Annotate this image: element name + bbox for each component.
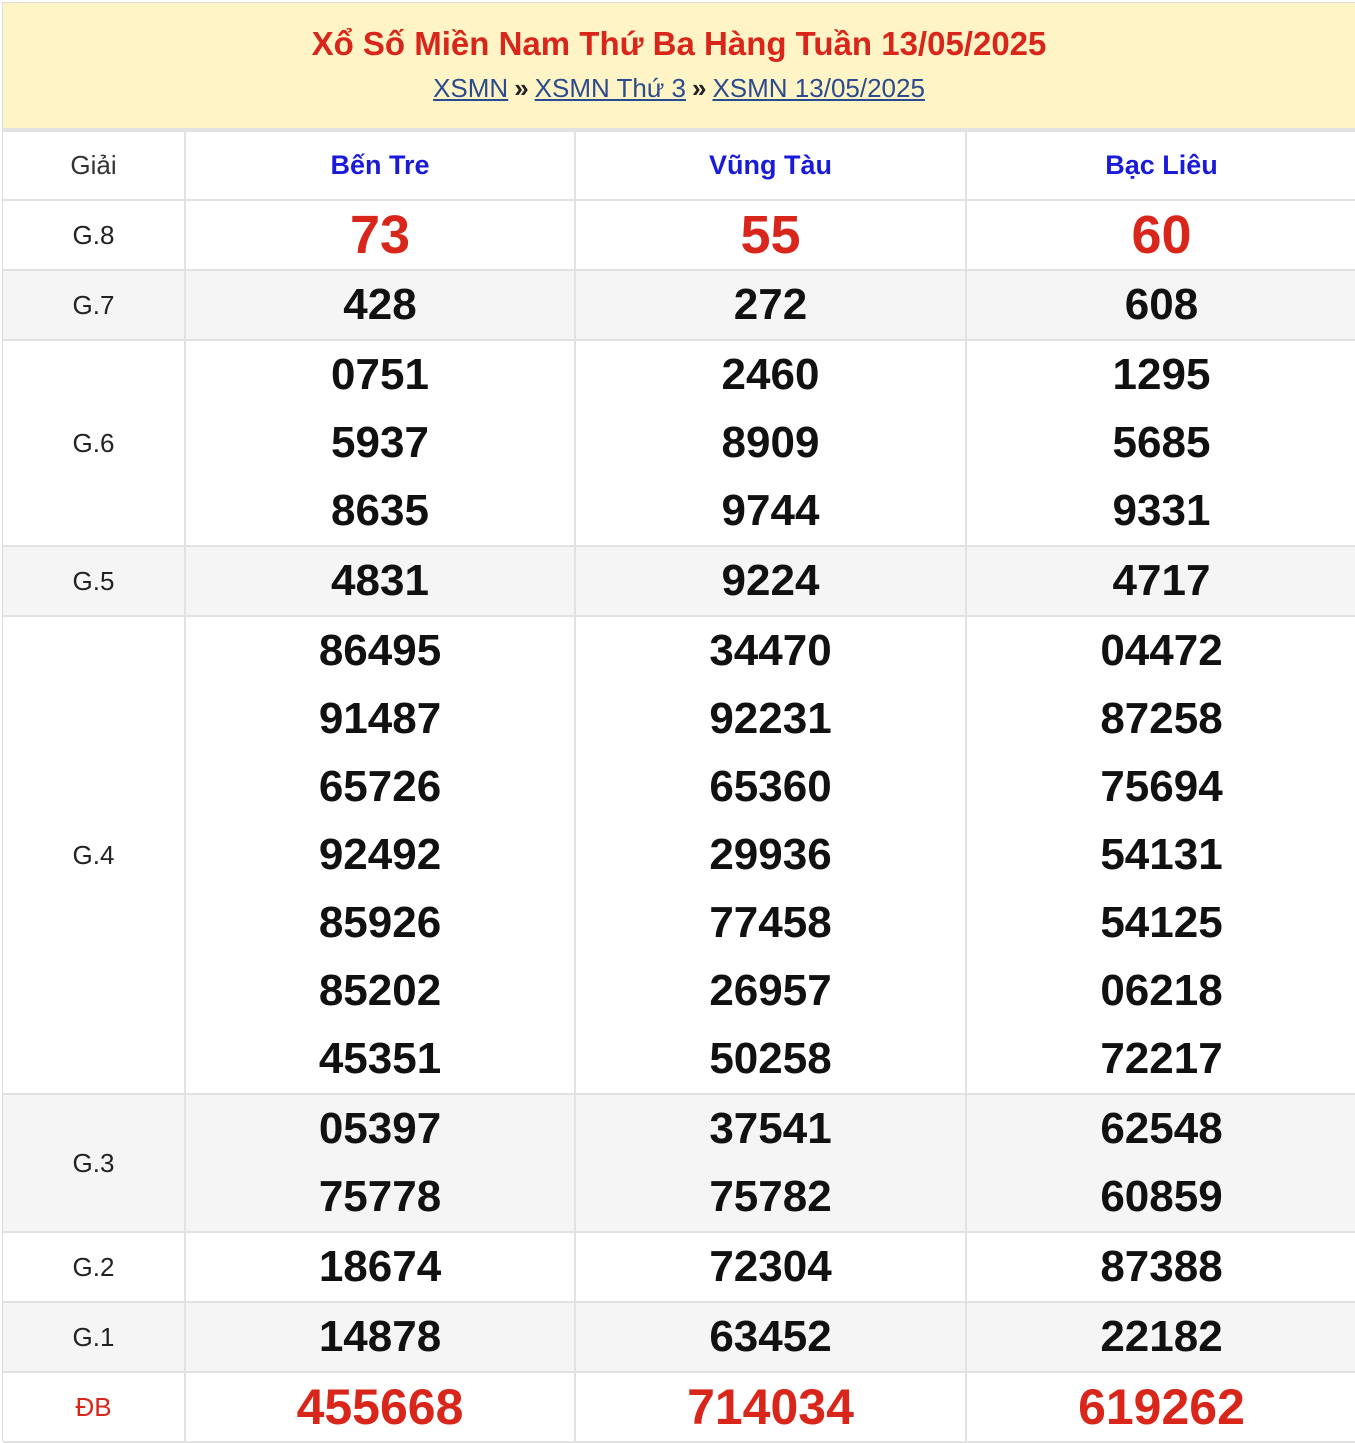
prize-row — [3, 1372, 1355, 1442]
winning-number: 608 — [1124, 280, 1199, 329]
winning-number: 8909 — [721, 418, 820, 467]
result-cell — [575, 616, 966, 1094]
winning-number: 37541 — [709, 1104, 832, 1153]
prize-row — [3, 270, 1355, 340]
prize-row — [3, 616, 1355, 1094]
winning-number: 9744 — [721, 486, 820, 535]
result-cell — [575, 270, 966, 340]
winning-number: 54131 — [1100, 830, 1223, 879]
lottery-results-panel — [2, 2, 1355, 1441]
result-cell — [966, 616, 1355, 1094]
winning-number: 87258 — [1100, 694, 1223, 743]
winning-number: 05397 — [318, 1104, 442, 1153]
result-cell — [966, 200, 1355, 270]
winning-number: 34470 — [709, 626, 832, 675]
result-cell — [966, 546, 1355, 616]
prize-row — [3, 200, 1355, 270]
winning-number: 455668 — [296, 1379, 464, 1435]
prize-label: G.3 — [3, 1094, 185, 1232]
winning-number: 18674 — [318, 1242, 442, 1291]
prize-row — [3, 340, 1355, 546]
winning-number: 63452 — [709, 1312, 832, 1361]
results-table — [3, 130, 1355, 1443]
results-header — [3, 3, 1355, 130]
winning-number: 73 — [349, 205, 411, 265]
winning-number: 86495 — [318, 626, 442, 675]
prize-label: ĐB — [3, 1372, 185, 1442]
winning-number: 714034 — [687, 1379, 854, 1435]
winning-number: 75778 — [318, 1172, 442, 1221]
result-cell — [185, 1232, 575, 1302]
result-cell — [966, 1094, 1355, 1232]
winning-number: 72304 — [709, 1242, 832, 1291]
winning-number: 60 — [1131, 205, 1192, 265]
winning-number: 65360 — [709, 762, 832, 811]
winning-number: 65726 — [318, 762, 442, 811]
winning-number: 4717 — [1112, 556, 1211, 605]
prize-row — [3, 546, 1355, 616]
prize-row — [3, 1302, 1355, 1372]
winning-number: 45351 — [318, 1034, 442, 1083]
winning-number: 428 — [343, 280, 417, 329]
page-title: Xổ Số Miền Nam Thứ Ba Hàng Tuần 13/05/2025 — [311, 25, 1047, 62]
prize-label: G.8 — [3, 200, 185, 270]
prize-label: G.2 — [3, 1232, 185, 1302]
prize-label: G.6 — [3, 340, 185, 546]
winning-number: 8635 — [331, 486, 429, 535]
breadcrumb-link-xsmn-thu-3[interactable]: XSMN Thứ 3 — [534, 73, 686, 103]
prize-column-header: Giải — [3, 131, 185, 200]
winning-number: 62548 — [1100, 1104, 1223, 1153]
result-cell — [575, 1302, 966, 1372]
winning-number: 75694 — [1100, 762, 1223, 811]
breadcrumb-link-xsmn[interactable]: XSMN — [433, 73, 509, 103]
result-cell — [575, 200, 966, 270]
winning-number: 2460 — [721, 350, 820, 399]
winning-number: 06218 — [1100, 966, 1223, 1015]
winning-number: 85202 — [318, 966, 442, 1015]
result-cell — [185, 1094, 575, 1232]
winning-number: 85926 — [318, 898, 442, 947]
breadcrumb — [3, 73, 1355, 103]
winning-number: 04472 — [1100, 626, 1223, 675]
breadcrumb-link-xsmn-date[interactable]: XSMN 13/05/2025 — [712, 73, 925, 103]
winning-number: 54125 — [1100, 898, 1223, 947]
prize-label: G.1 — [3, 1302, 185, 1372]
winning-number: 0751 — [331, 350, 429, 399]
result-cell — [185, 616, 575, 1094]
winning-number: 26957 — [709, 966, 832, 1015]
winning-number: 1295 — [1112, 350, 1211, 399]
result-cell — [966, 1302, 1355, 1372]
winning-number: 14878 — [318, 1312, 442, 1361]
winning-number: 619262 — [1078, 1379, 1245, 1435]
result-cell — [575, 1232, 966, 1302]
result-cell — [185, 1302, 575, 1372]
winning-number: 9224 — [721, 556, 820, 605]
winning-number: 5685 — [1112, 418, 1211, 467]
breadcrumb-separator: » — [691, 73, 707, 103]
winning-number: 92492 — [318, 830, 442, 879]
winning-number: 60859 — [1100, 1172, 1223, 1221]
prize-label: G.5 — [3, 546, 185, 616]
result-cell — [185, 200, 575, 270]
result-cell — [575, 1372, 966, 1442]
winning-number: 22182 — [1100, 1312, 1223, 1361]
winning-number: 5937 — [331, 418, 429, 467]
winning-number: 92231 — [709, 694, 832, 743]
result-cell — [966, 1232, 1355, 1302]
result-cell — [185, 546, 575, 616]
result-cell — [185, 1372, 575, 1442]
winning-number: 55 — [740, 205, 801, 265]
prize-row — [3, 1094, 1355, 1232]
result-cell — [575, 340, 966, 546]
result-cell — [966, 340, 1355, 546]
winning-number: 91487 — [318, 694, 442, 743]
province-header-vung-tau: Vũng Tàu — [575, 131, 966, 200]
result-cell — [966, 270, 1355, 340]
winning-number: 9331 — [1112, 486, 1211, 535]
result-cell — [185, 340, 575, 546]
winning-number: 4831 — [331, 556, 429, 605]
breadcrumb-separator: » — [514, 73, 529, 103]
result-cell — [185, 270, 575, 340]
province-header-ben-tre: Bến Tre — [185, 131, 575, 200]
winning-number: 77458 — [709, 898, 832, 947]
winning-number: 75782 — [709, 1172, 832, 1221]
winning-number: 87388 — [1100, 1242, 1223, 1291]
result-cell — [575, 546, 966, 616]
province-header-bac-lieu: Bạc Liêu — [966, 131, 1355, 200]
result-cell — [575, 1094, 966, 1232]
table-header-row — [3, 131, 1355, 200]
winning-number: 29936 — [709, 830, 832, 879]
prize-label: G.7 — [3, 270, 185, 340]
winning-number: 72217 — [1100, 1034, 1223, 1083]
prize-row — [3, 1232, 1355, 1302]
winning-number: 50258 — [709, 1034, 832, 1083]
result-cell — [966, 1372, 1355, 1442]
prize-label: G.4 — [3, 616, 185, 1094]
winning-number: 272 — [733, 280, 808, 329]
